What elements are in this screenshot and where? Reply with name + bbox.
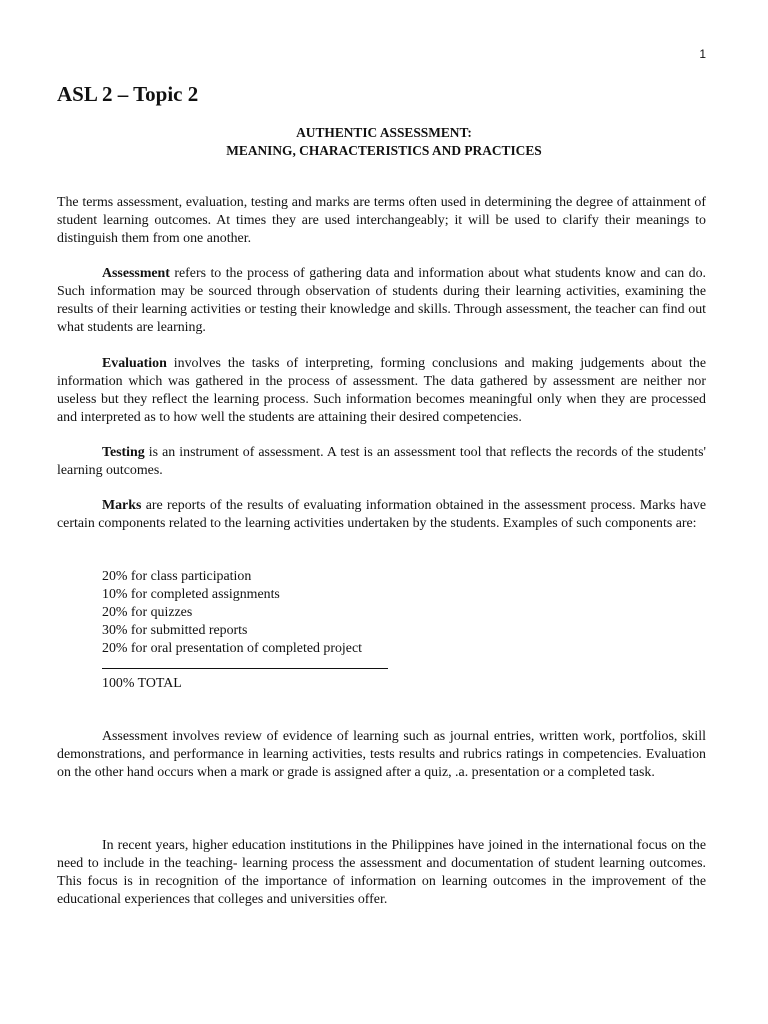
list-item: 30% for submitted reports — [102, 623, 248, 638]
testing-definition: is an instrument of assessment. A test is an assessment tool that reflects the records of the students' learning outcomes. — [57, 445, 706, 478]
testing-paragraph — [57, 444, 706, 480]
term-evaluation: Evaluation — [102, 356, 167, 371]
total-divider — [102, 668, 388, 669]
list-item: 20% for class participation — [102, 569, 252, 584]
list-item: 10% for completed assignments — [102, 587, 280, 602]
page-number: 1 — [699, 47, 706, 61]
intro-paragraph: The terms assessment, evaluation, testing and marks are terms often used in determining the degree of attainment of student learning outcomes. At times they are used interchangeably; it will be used to clarify their meanings to distinguish them from one another. — [57, 195, 706, 246]
list-item: 20% for oral presentation of completed project — [102, 641, 362, 656]
term-marks: Marks — [102, 498, 142, 513]
assessment-paragraph — [57, 265, 706, 337]
heading-line-2: MEANING, CHARACTERISTICS AND PRACTICES — [226, 143, 542, 158]
evaluation-paragraph — [57, 355, 706, 427]
heading-line-1: AUTHENTIC ASSESSMENT: — [296, 125, 472, 140]
term-testing: Testing — [102, 445, 145, 460]
review-paragraph: Assessment involves review of evidence of learning such as journal entries, written work, portfolios, skill demonstrations, and performance in learning activities, tests results and rubrics ratings in competencies. Evaluation on the other hand occurs when a mark or grade is assigned after a quiz, .a. presentation or a completed task. — [57, 729, 706, 780]
assessment-definition: refers to the process of gathering data and information about what students know and can do. Such information may be sourced through observation of students during their learning activities, examining the results of their learning activities or testing their knowledge and skills. Through assessment, the teacher can find out what students are learning. — [57, 266, 706, 335]
mark-components-list — [102, 568, 388, 693]
evaluation-definition: involves the tasks of interpreting, forming conclusions and making judgements about the information which was gathered in the process of assessment. The data gathered by assessment are neither nor useless but they reflect the learning process. Such information becomes meaningful only when they are processed and interpreted as to how well the students are attaining their desired competencies. — [57, 356, 706, 425]
section-heading — [0, 124, 768, 160]
marks-definition: are reports of the results of evaluating information obtained in the assessment process. Marks have certain components related to the learning activities undertaken by the students. Examples of such components are: — [57, 498, 706, 531]
total-line: 100% TOTAL — [102, 676, 182, 691]
list-item: 20% for quizzes — [102, 605, 193, 620]
recent-years-paragraph: In recent years, higher education institutions in the Philippines have joined in the international focus on the need to include in the teaching- learning process the assessment and documentation of student learning outcomes. This focus is in recognition of the importance of information on learning outcomes in the improvement of the educational experiences that colleges and universities offer. — [57, 838, 706, 907]
term-assessment: Assessment — [102, 266, 170, 281]
document-title: ASL 2 – Topic 2 — [57, 82, 199, 106]
marks-paragraph — [57, 497, 706, 533]
